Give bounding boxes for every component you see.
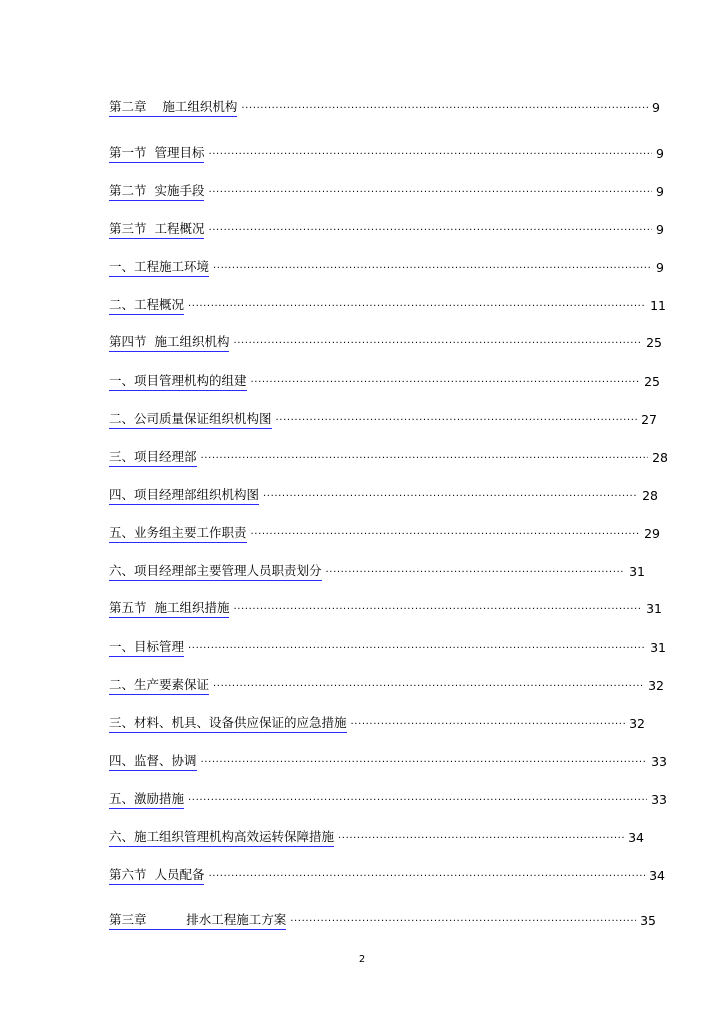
toc-entry[interactable] bbox=[109, 183, 664, 201]
leader-dots bbox=[233, 333, 642, 349]
toc-entry-page: 29 bbox=[644, 526, 660, 541]
leader-dots bbox=[208, 220, 652, 236]
toc-entry[interactable] bbox=[109, 221, 664, 239]
toc-entry[interactable] bbox=[109, 334, 662, 352]
toc-entry[interactable] bbox=[109, 639, 666, 657]
toc-entry[interactable] bbox=[109, 753, 667, 771]
toc-entry-page: 31 bbox=[629, 564, 645, 579]
toc-entry-page: 31 bbox=[650, 640, 666, 655]
toc-entry-page: 9 bbox=[656, 146, 664, 161]
toc-entry-page: 9 bbox=[652, 100, 660, 115]
toc-entry-page: 25 bbox=[646, 335, 662, 350]
toc-entry-label[interactable]: 二、公司质量保证组织机构图 bbox=[109, 411, 272, 429]
toc-entry-page: 9 bbox=[656, 222, 664, 237]
leader-dots bbox=[208, 144, 652, 160]
toc-entry[interactable] bbox=[109, 411, 657, 429]
leader-dots bbox=[188, 296, 646, 312]
toc-entry-page: 31 bbox=[646, 601, 662, 616]
toc-entry-label[interactable]: 第三节 工程概况 bbox=[109, 221, 204, 239]
leader-dots bbox=[213, 258, 652, 274]
leader-dots bbox=[213, 676, 644, 692]
toc-entry-label[interactable]: 第三章 排水工程施工方案 bbox=[109, 912, 286, 930]
leader-dots bbox=[251, 372, 641, 388]
toc-entry[interactable] bbox=[109, 829, 644, 847]
toc-entry[interactable] bbox=[109, 525, 660, 543]
toc-entry-page: 27 bbox=[641, 412, 657, 427]
leader-dots bbox=[208, 182, 652, 198]
leader-dots bbox=[290, 911, 636, 927]
toc-entry[interactable] bbox=[109, 563, 645, 581]
toc-entry-label[interactable]: 第六节 人员配备 bbox=[109, 867, 204, 885]
toc-entry-label[interactable]: 五、业务组主要工作职责 bbox=[109, 525, 247, 543]
leader-dots bbox=[208, 866, 645, 882]
leader-dots bbox=[351, 714, 626, 730]
toc-entry-page: 32 bbox=[629, 716, 645, 731]
leader-dots bbox=[188, 638, 646, 654]
toc-entry-page: 28 bbox=[652, 450, 668, 465]
toc-entry-page: 9 bbox=[656, 260, 664, 275]
toc-entry-label[interactable]: 第四节 施工组织机构 bbox=[109, 334, 229, 352]
toc-entry[interactable] bbox=[109, 715, 645, 733]
toc-entry[interactable] bbox=[109, 912, 656, 930]
toc-entry-label[interactable]: 一、工程施工环境 bbox=[109, 259, 209, 277]
leader-dots bbox=[241, 98, 648, 114]
toc-entry-page: 11 bbox=[650, 298, 666, 313]
toc-entry[interactable] bbox=[109, 373, 660, 391]
toc-entry[interactable] bbox=[109, 677, 664, 695]
toc-entry-page: 25 bbox=[644, 374, 660, 389]
leader-dots bbox=[338, 828, 624, 844]
leader-dots bbox=[326, 562, 626, 578]
toc-entry[interactable] bbox=[109, 449, 668, 467]
toc-entry[interactable] bbox=[109, 99, 660, 117]
leader-dots bbox=[251, 524, 641, 540]
toc-entry-label[interactable]: 三、材料、机具、设备供应保证的应急措施 bbox=[109, 715, 347, 733]
toc-entry-label[interactable]: 四、监督、协调 bbox=[109, 753, 197, 771]
toc-entry-label[interactable]: 四、项目经理部组织机构图 bbox=[109, 487, 259, 505]
toc-entry-page: 9 bbox=[656, 184, 664, 199]
toc-entry[interactable] bbox=[109, 600, 662, 618]
toc-entry-label[interactable]: 二、生产要素保证 bbox=[109, 677, 209, 695]
toc-entry-page: 32 bbox=[648, 678, 664, 693]
toc-entry-label[interactable]: 第二章 施工组织机构 bbox=[109, 99, 237, 117]
leader-dots bbox=[201, 752, 648, 768]
toc-entry-label[interactable]: 六、施工组织管理机构高效运转保障措施 bbox=[109, 829, 334, 847]
toc-entry[interactable] bbox=[109, 867, 665, 885]
toc-entry[interactable] bbox=[109, 145, 664, 163]
toc-entry-label[interactable]: 六、项目经理部主要管理人员职责划分 bbox=[109, 563, 322, 581]
toc-entry-label[interactable]: 一、项目管理机构的组建 bbox=[109, 373, 247, 391]
leader-dots bbox=[276, 410, 638, 426]
toc-entry-label[interactable]: 第二节 实施手段 bbox=[109, 183, 204, 201]
toc-entry-page: 33 bbox=[651, 754, 667, 769]
toc-entry-page: 34 bbox=[628, 830, 644, 845]
leader-dots bbox=[188, 790, 647, 806]
leader-dots bbox=[233, 599, 642, 615]
toc-entry-label[interactable]: 五、激励措施 bbox=[109, 791, 184, 809]
toc-entry[interactable] bbox=[109, 791, 667, 809]
toc-entry-page: 28 bbox=[642, 488, 658, 503]
toc-entry-label[interactable]: 一、目标管理 bbox=[109, 639, 184, 657]
toc-entry-label[interactable]: 第一节 管理目标 bbox=[109, 145, 204, 163]
leader-dots bbox=[263, 486, 638, 502]
toc-entry-page: 33 bbox=[651, 792, 667, 807]
toc-entry[interactable] bbox=[109, 259, 664, 277]
toc-entry-label[interactable]: 二、工程概况 bbox=[109, 297, 184, 315]
toc-entry-label[interactable]: 三、项目经理部 bbox=[109, 449, 197, 467]
toc-entry-page: 35 bbox=[640, 913, 656, 928]
page-number: 2 bbox=[358, 954, 366, 965]
toc-entry[interactable] bbox=[109, 487, 658, 505]
toc-entry-label[interactable]: 第五节 施工组织措施 bbox=[109, 600, 229, 618]
toc-entry[interactable] bbox=[109, 297, 666, 315]
toc-entry-page: 34 bbox=[649, 868, 665, 883]
leader-dots bbox=[201, 448, 649, 464]
